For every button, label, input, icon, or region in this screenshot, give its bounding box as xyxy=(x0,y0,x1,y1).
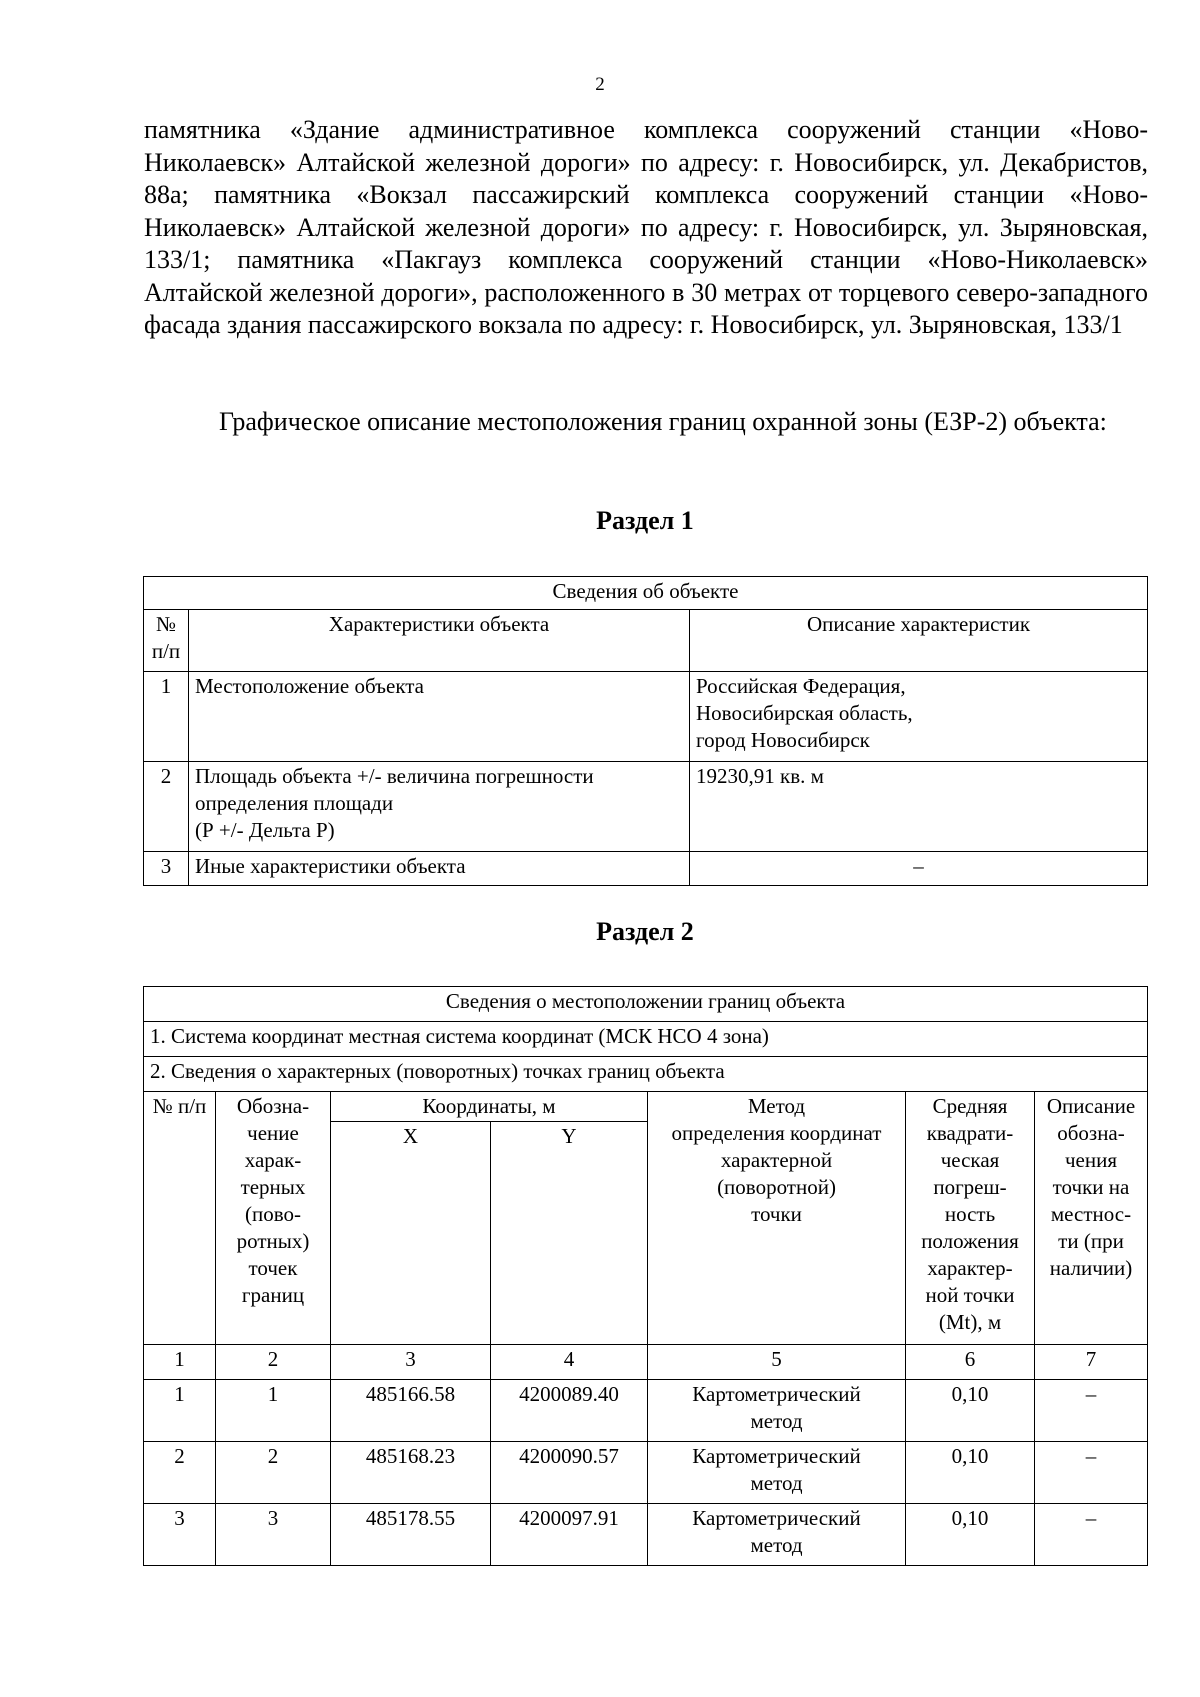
point-accuracy: 0,10 xyxy=(906,1504,1035,1566)
column-number: 6 xyxy=(906,1345,1035,1380)
page-number: 2 xyxy=(595,74,605,95)
column-number: 7 xyxy=(1035,1345,1148,1380)
points-heading: 2. Сведения о характерных (поворотных) точках границ объекта xyxy=(144,1057,1148,1092)
point-accuracy: 0,10 xyxy=(906,1442,1035,1504)
row-description: Российская Федерация, Новосибирская область, город Новосибирск xyxy=(690,672,1148,762)
row-characteristic: Площадь объекта +/- величина погрешности определения площади (Р +/- Дельта Р) xyxy=(189,762,690,852)
column-number: 2 xyxy=(216,1345,331,1380)
header-y: Y xyxy=(491,1122,648,1345)
row-description: – xyxy=(690,852,1148,886)
point-x: 485178.55 xyxy=(331,1504,491,1566)
row-description: 19230,91 кв. м xyxy=(690,762,1148,852)
row-characteristic: Иные характеристики объекта xyxy=(189,852,690,886)
header-characteristic: Характеристики объекта xyxy=(189,610,690,672)
point-marker: – xyxy=(1035,1504,1148,1566)
object-info-table xyxy=(143,576,1148,886)
column-number: 4 xyxy=(491,1345,648,1380)
point-marker: – xyxy=(1035,1380,1148,1442)
header-accuracy: Средняя квадрати- ческая погреш- ность положения характер- ной точки (Mt), м xyxy=(906,1092,1035,1345)
header-num: № п/п xyxy=(144,1092,216,1345)
point-num: 1 xyxy=(144,1380,216,1442)
point-num: 3 xyxy=(144,1504,216,1566)
graphic-description-paragraph: Графическое описание местоположения границ охранной зоны (ЕЗР-2) объекта: xyxy=(219,407,1107,436)
point-designation: 1 xyxy=(216,1380,331,1442)
intro-paragraph: памятника «Здание административное комплекса сооружений станции «Ново-Николаевск» Алтайской железной дороги» по адресу: г. Новосибирск, ул. Декабристов, 88а; памятника «Вокзал пассажирский комплекса сооружений станции «Ново-Николаевск» Алтайской железной дороги» по адресу: г. Новосибирск, ул. Зыряновская, 133/1; памятника «Пакгауз комплекса сооружений станции «Ново-Николаевск» Алтайской железной дороги», расположенного в 30 метрах от торцевого северо-западного фасада здания пассажирского вокзала по адресу: г. Новосибирск, ул. Зыряновская, 133/1 xyxy=(144,115,1148,339)
point-num: 2 xyxy=(144,1442,216,1504)
row-num: 3 xyxy=(144,852,189,886)
row-characteristic: Местоположение объекта xyxy=(189,672,690,762)
section-2-title: Раздел 2 xyxy=(596,917,694,946)
column-number: 1 xyxy=(144,1345,216,1380)
header-description: Описание характеристик xyxy=(690,610,1148,672)
point-x: 485168.23 xyxy=(331,1442,491,1504)
point-y: 4200097.91 xyxy=(491,1504,648,1566)
coordinate-system: 1. Система координат местная система координат (МСК НСО 4 зона) xyxy=(144,1022,1148,1057)
point-x: 485166.58 xyxy=(331,1380,491,1442)
header-x: X xyxy=(331,1122,491,1345)
point-y: 4200089.40 xyxy=(491,1380,648,1442)
header-method: Метод определения координат характерной (поворотной) точки xyxy=(648,1092,906,1345)
boundary-table-title: Сведения о местоположении границ объекта xyxy=(144,987,1148,1022)
column-number: 3 xyxy=(331,1345,491,1380)
header-num: № п/п xyxy=(144,610,189,672)
point-designation: 3 xyxy=(216,1504,331,1566)
point-method: Картометрический метод xyxy=(648,1504,906,1566)
column-number: 5 xyxy=(648,1345,906,1380)
row-num: 2 xyxy=(144,762,189,852)
point-designation: 2 xyxy=(216,1442,331,1504)
boundary-points-table xyxy=(143,986,1148,1566)
header-designation: Обозна- чение харак- терных (пово- ротных) точек границ xyxy=(216,1092,331,1345)
point-accuracy: 0,10 xyxy=(906,1380,1035,1442)
point-marker: – xyxy=(1035,1442,1148,1504)
point-method: Картометрический метод xyxy=(648,1380,906,1442)
object-info-table-title: Сведения об объекте xyxy=(144,577,1148,610)
header-coordinates: Координаты, м xyxy=(331,1092,648,1122)
section-1-title: Раздел 1 xyxy=(596,506,694,535)
row-num: 1 xyxy=(144,672,189,762)
header-marker: Описание обозна- чения точки на местнос- ти (при наличии) xyxy=(1035,1092,1148,1345)
point-y: 4200090.57 xyxy=(491,1442,648,1504)
point-method: Картометрический метод xyxy=(648,1442,906,1504)
